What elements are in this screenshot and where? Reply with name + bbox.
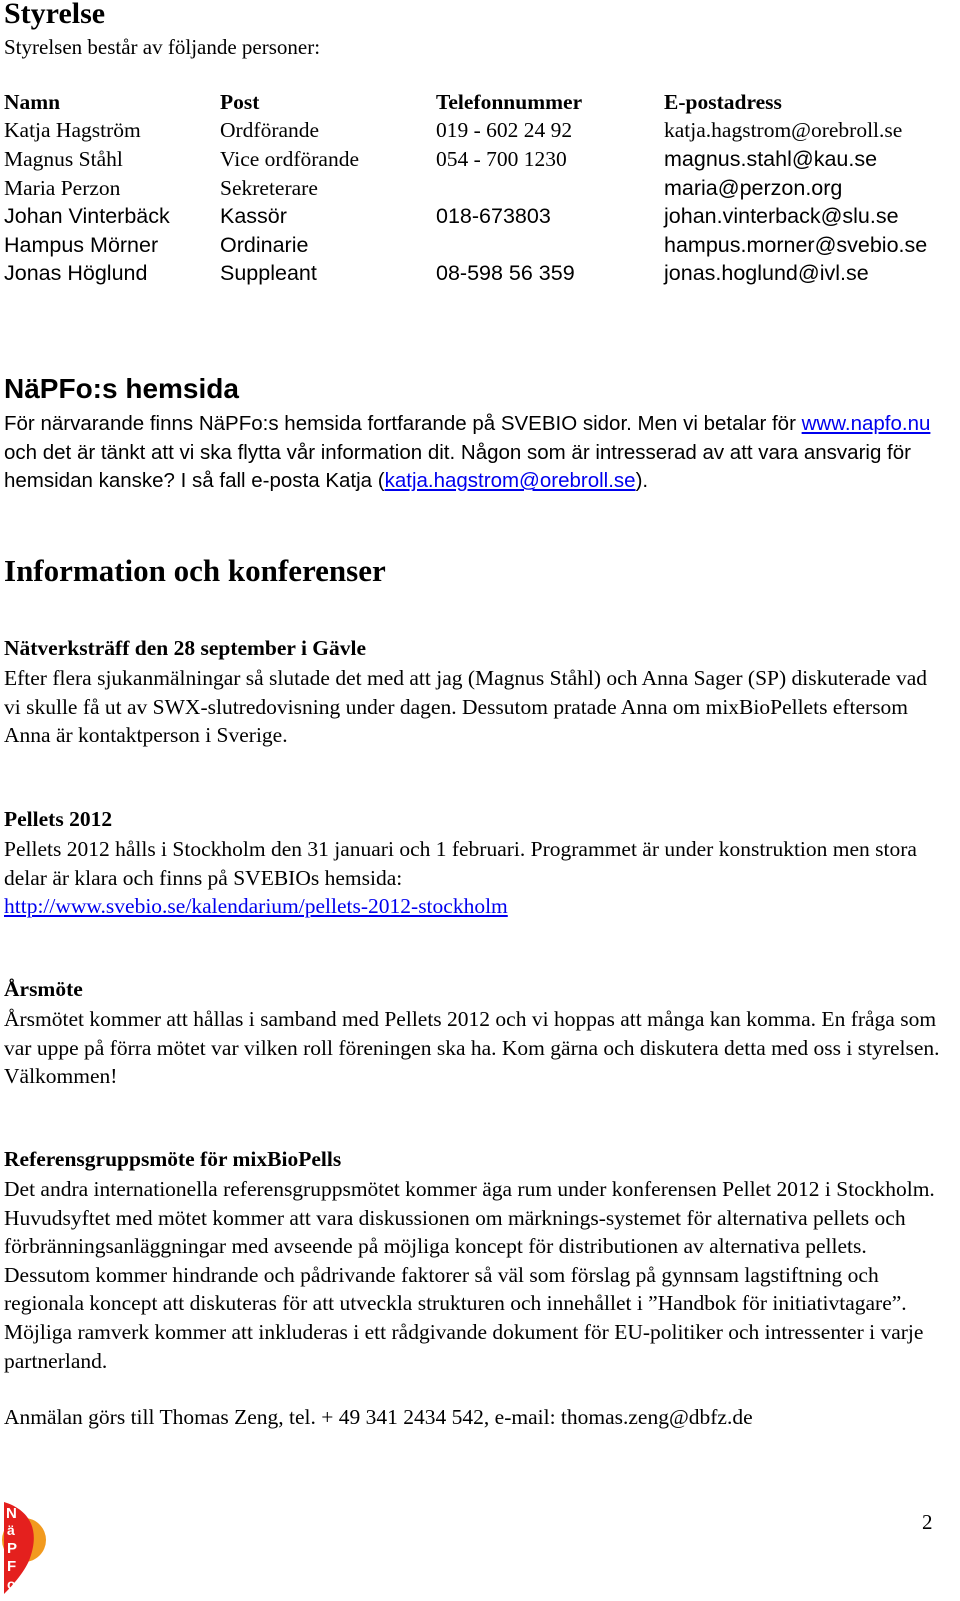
member-name: Johan Vinterbäck <box>4 204 170 228</box>
member-name: Maria Perzon <box>4 176 121 200</box>
col-header-name: Namn <box>4 90 61 114</box>
member-email: johan.vinterback@slu.se <box>664 204 899 228</box>
member-email: hampus.morner@svebio.se <box>664 233 928 257</box>
website-paragraph: För närvarande finns NäPFo:s hemsida fortfarande på SVEBIO sidor. Men vi betalar för www.napfo.nu och det är tänkt att vi ska flytta vår information dit. Någon som är intresserad av att vara ansvarig för hemsidan kanske? I så fall e-posta Katja (katja.hagstrom@orebroll.se). <box>4 412 931 493</box>
board-table-header <box>4 90 944 119</box>
section-body: Det andra internationella referensgruppsmötet kommer äga rum under konferensen Pellet 2012 i Stockholm. Huvudsyftet med mötet kommer att vara diskussionen om märknings-systemet för alternativa pellets och förbränningsanläggningar med avseende på möjliga koncept för distributionen av alternativa pellets. Dessutom kommer hindrande och pådrivande faktorer så väl som förslag på gynnsam lagstiftning och regionala koncept att diskuteras för att utveckla strukturen och innehållet i ”Handbok för initiativtagare”. Möjliga ramverk kommer att inkluderas i ett rådgivande dokument för EU-politiker och intressenter i varje partnerland. <box>4 1177 935 1373</box>
member-name: Magnus Ståhl <box>4 147 123 171</box>
col-header-email: E-postadress <box>664 90 782 114</box>
member-post: Kassör <box>220 204 287 228</box>
member-name: Katja Hagström <box>4 118 141 142</box>
logo-letter: ä <box>7 1522 15 1538</box>
katja-email-link[interactable]: katja.hagstrom@orebroll.se <box>384 469 636 493</box>
member-email: jonas.hoglund@ivl.se <box>664 261 869 285</box>
board-title: Styrelse <box>4 0 106 30</box>
member-post: Ordförande <box>220 118 320 142</box>
col-header-post: Post <box>220 90 260 114</box>
member-post: Suppleant <box>220 261 317 285</box>
member-phone: 019 - 602 24 92 <box>436 118 573 142</box>
board-intro: Styrelsen består av följande personer: <box>4 35 321 59</box>
member-post: Vice ordförande <box>220 147 359 171</box>
section-body: Pellets 2012 hålls i Stockholm den 31 januari och 1 februari. Programmet är under konstruktion men stora delar är klara och finns på SVEBIOs hemsida: http://www.svebio.se/kalendarium/pellets-2012-stockholm <box>4 837 917 919</box>
info-title: Information och konferenser <box>4 553 386 588</box>
section-heading: Pellets 2012 <box>4 807 113 831</box>
logo-letter: o <box>7 1576 16 1592</box>
pellets-2012-link[interactable]: http://www.svebio.se/kalendarium/pellets-2012-stockholm <box>4 894 508 919</box>
logo-letter: F <box>7 1558 17 1575</box>
table-row <box>4 233 944 262</box>
napfo-link[interactable]: www.napfo.nu <box>801 412 931 435</box>
member-post: Sekreterare <box>220 176 318 200</box>
page-number: 2 <box>922 1510 933 1534</box>
table-row <box>4 176 944 205</box>
section-body: Årsmötet kommer att hållas i samband med Pellets 2012 och vi hoppas att många kan komma. En fråga som var uppe på förra mötet var vilken roll föreningen ska ha. Kom gärna och diskutera detta med oss i styrelsen. Välkommen! <box>4 1007 940 1089</box>
table-row <box>4 261 944 290</box>
logo-letter: N <box>6 1505 17 1522</box>
section-heading: Årsmöte <box>4 977 83 1001</box>
member-post: Ordinarie <box>220 233 309 257</box>
member-email: katja.hagstrom@orebroll.se <box>664 118 903 142</box>
member-phone: 018-673803 <box>436 204 551 228</box>
col-header-phone: Telefonnummer <box>436 90 583 114</box>
website-title: NäPFo:s hemsida <box>4 373 239 404</box>
section-heading: Referensgruppsmöte för mixBioPells <box>4 1147 342 1171</box>
table-row <box>4 204 944 233</box>
section-heading: Nätverksträff den 28 september i Gävle <box>4 636 367 660</box>
table-row <box>4 118 944 147</box>
member-name: Hampus Mörner <box>4 233 159 257</box>
member-phone: 054 - 700 1230 <box>436 147 567 171</box>
member-name: Jonas Höglund <box>4 261 148 285</box>
member-phone: 08-598 56 359 <box>436 261 575 285</box>
section-body: Efter flera sjukanmälningar så slutade det med att jag (Magnus Ståhl) och Anna Sager (SP) diskuterade vad vi skulle få ut av SWX-slutredovisning under dagen. Dessutom pratade Anna om mixBioPellets eftersom Anna är kontaktperson i Sverige. <box>4 666 928 748</box>
logo-letter: P <box>7 1540 18 1557</box>
table-row <box>4 147 944 176</box>
signup-text: Anmälan görs till Thomas Zeng, tel. + 49 341 2434 542, e-mail: thomas.zeng@dbfz.de <box>4 1405 753 1429</box>
napfo-logo <box>0 1500 56 1596</box>
member-email: magnus.stahl@kau.se <box>664 147 878 171</box>
member-email: maria@perzon.org <box>664 176 843 200</box>
